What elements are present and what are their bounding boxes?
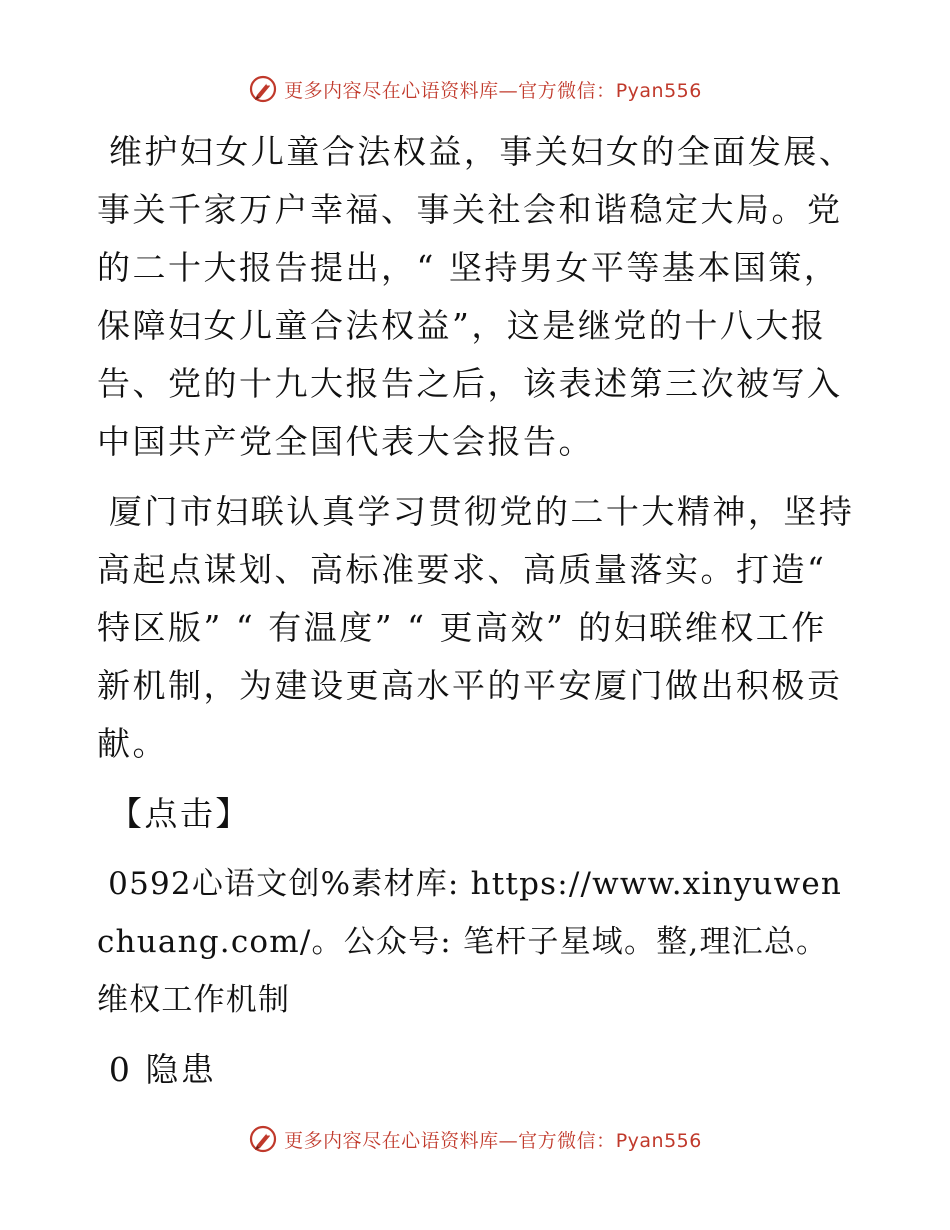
watermark-text: 更多内容尽在心语资料库—官方微信：Pyan556 xyxy=(284,79,702,102)
watermark-text: 更多内容尽在心语资料库—官方微信：Pyan556 xyxy=(284,1129,702,1152)
header-watermark xyxy=(0,72,950,106)
paragraph-xiamen: 厦门市妇联认真学习贯彻党的二十大精神，坚持高起点谋划、高标准要求、高质量落实。打造“ 特区版” “ 有温度” “ 更高效” 的妇联维权工作新机制，为建设更高水平的平安厦门做出积极贡献。 xyxy=(97,492,855,763)
paragraph-intro: 维护妇女儿童合法权益，事关妇女的全面发展、事关千家万户幸福、事关社会和谐稳定大局。党的二十大报告提出，“ 坚持男女平等基本国策，保障妇女儿童合法权益”，这是继党的十八大报告、党的十九大报告之后，该表述第三次被写入中国共产党全国代表大会报告。 xyxy=(97,132,855,461)
paragraph-source: 0592心语文创%素材库: https://www.xinyuwenchuang.com/。公众号: 笔杆子星域。整,理汇总。 维权工作机制 xyxy=(97,866,843,1018)
document-body xyxy=(97,123,857,1111)
paragraph-hazard: 0 隐患 xyxy=(108,1050,217,1089)
paragraph-click: 【点击】 xyxy=(108,794,251,833)
footer-watermark xyxy=(0,1122,950,1156)
pen-circle-logo-icon xyxy=(248,1124,278,1154)
pen-circle-logo-icon xyxy=(248,74,278,104)
